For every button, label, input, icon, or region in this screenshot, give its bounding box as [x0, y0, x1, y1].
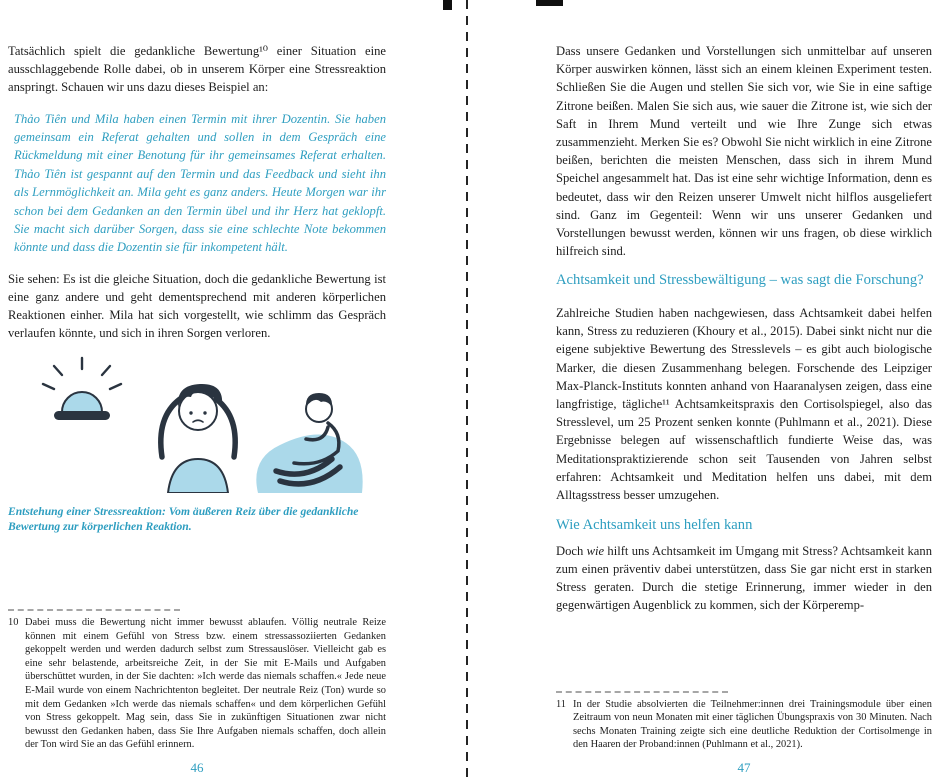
how-paragraph — [556, 542, 932, 615]
figure-caption: Entstehung einer Stressreaktion: Vom äußeren Reiz über die gedankliche Bewertung zur körperlichen Reaktion. — [8, 504, 359, 534]
studies-paragraph: Zahlreiche Studien haben nachgewiesen, dass Achtsamkeit dabei helfen kann, Stress zu reduzieren (Khoury et al., 2015). Dabei sinkt nicht nur die eigene subjektive Bewertung des Stresslevels – es gibt auch biologische Marker, die diesen Zusammenhang belegen. Forschende des Leipziger Max-Planck-Instituts konnten anhand von Haaranalysen zeigen, dass eine langfristige, tägliche¹¹ Achtsamkeitspraxis den Cortisolspiegel, also das Stresslevel, um 25 Prozent senken konnte (Puhlmann et al., 2021). Diese Ergebnisse belegen auf wissenschaftlich fundierte Weise das, was Meditationspraktizierende schon seit Tausenden von Jahren selbst erfahren: Achtsamkeit und Meditation helfen uns dabei, mit dem Alltagsstress besser umzugehen. — [556, 305, 932, 502]
stress-reaction-illustration — [10, 353, 386, 498]
page-fold-dashed-line — [466, 0, 468, 783]
heading-how-mindfulness-helps: Wie Achtsamkeit uns helfen kann — [556, 517, 753, 534]
footnote-10 — [8, 616, 386, 752]
stress-illustration-svg — [10, 353, 380, 493]
page-right — [556, 0, 932, 783]
footnote-text: In der Studie absolvierten die Teilnehmer:innen drei Trainingsmodule über einen Zeitraum von neun Monaten mit einer täglichen Übungspraxis von 30 Minuten. Nach sechs Monaten Training zeigte sich eine deutliche Reduktion der Cortisolmenge in den Haaren der Proband:innen (Puhlmann et al., 2021). — [573, 698, 932, 751]
footnote-separator — [8, 609, 180, 611]
page-number-left: 46 — [190, 760, 204, 775]
footnote-11 — [556, 698, 932, 752]
footnote-number: 10 — [8, 617, 19, 629]
page-number-right: 47 — [737, 760, 751, 775]
footnote-block-left — [8, 609, 386, 754]
relaxed-person-on-beanbag-icon — [256, 393, 362, 493]
print-mark-left — [443, 0, 452, 10]
heading-research: Achtsamkeit und Stressbewältigung – was sagt die Forschung? — [556, 272, 924, 289]
how-paragraph-italic: wie — [586, 543, 605, 558]
how-paragraph-post: hilft uns Achtsamkeit im Umgang mit Stress? Achtsamkeit kann zum einen präventiv dabei unterstützen, dass Sie gar nicht erst in starken Stress geraten. Durch die stetige Erinnerung, immer wieder in den gegenwärtigen Augenblick zu kommen, sich der Körperemp- — [556, 543, 932, 613]
footnote-block-right — [556, 691, 932, 754]
example-quote: Thảo Tiên und Mila haben einen Termin mit ihrer Dozentin. Sie haben gemeinsam ein Referat gehalten und sollen in dem Gespräch eine Rückmeldung mit einer Benotung für ihr gemeinsames Referat erhalten. Thảo Tiên ist gespannt auf den Termin und das Feedback und sieht ihn als Lernmöglichkeit an. Mila geht es ganz anders. Heute Morgen war ihr schon bei dem Gedanken an den Termin übel und ihr Herz hat geklopft. Sie macht sich darüber Sorgen, dass sie eine schlechte Note bekommen könnte und dass die Dozentin sie für inkompetent hält. — [14, 111, 386, 255]
page-left — [8, 0, 386, 783]
intro-paragraph: Tatsächlich spielt die gedankliche Bewertung¹⁰ einer Situation eine ausschlaggebende Rolle dabei, ob in unserem Körper eine Stressreaktion anspringt. Schauen wir uns dazu dieses Beispiel an: — [8, 44, 386, 95]
alarm-siren-icon — [43, 358, 121, 420]
explanation-paragraph: Sie sehen: Es ist die gleiche Situation, doch die gedankliche Bewertung ist eine ganz andere und geht dementsprechend mit anderen körperlichen Reaktionen einher. Mila hat sich vorgestellt, wie schlimm das Gespräch verlaufen könnte, und sich in ihren Sorgen verloren. — [8, 271, 386, 341]
experiment-paragraph: Dass unsere Gedanken und Vorstellungen sich unmittelbar auf unseren Körper auswirken können, lässt sich an einem kleinen Experiment testen. Schließen Sie die Augen und stellen Sie sich vor, wie Sie in eine saftige Zitrone beißen. Malen Sie sich aus, wie sauer die Zitrone ist, wie sich der Saft in Ihrem Mund verteilt und wie Ihre Zunge sich etwas zusammenzieht. Merken Sie es? Obwohl Sie nicht wirklich in eine Zitrone beißen, berichten die meisten Menschen, dass sich in ihrem Mund Speichel angesammelt hat. Das ist eine sehr wichtige Information, denn es bedeutet, dass wir den Reizen unserer Umwelt nicht hilflos ausgeliefert sind. Ganz im Gegenteil: Wenn wir uns unserer Gedanken und Vorstellungen bewusst werden, können wir uns fragen, ob diese wirklich hilfreich sind. — [556, 44, 932, 259]
footnote-number: 11 — [556, 698, 567, 710]
how-paragraph-pre: Doch — [556, 543, 587, 558]
footnote-text: Dabei muss die Bewertung nicht immer bewusst ablaufen. Völlig neutrale Reize können mit einem Gefühl von Stress bzw. einem stressassoziierten Gedanken gekoppelt werden und werden dadurch selbst zum Stressauslöser. Vielleicht gab es eine sehr belastende, arbeitsreiche Zeit, in der Sie mit E-Mails und Aufgaben überschüttet wurden, in der Sie dachten: »Ich werde das niemals schaffen.« Jede neue E-Mail wurde von einem Nachrichtenton begleitet. Der neutrale Reiz (Ton) wurde so mit dem Gedanken »Ich werde das niemals schaffen« und dem körperlichen Gefühl von Stress gekoppelt. Mag sein, dass Sie in zukünftigen Situationen zwar nicht bewusst den Gedanken haben, dass Sie Ihre Aufgaben niemals schaffen, doch allein der Ton wird Sie an das Gefühl erinnern. — [25, 617, 386, 751]
stressed-person-icon — [161, 384, 235, 493]
footnote-separator — [556, 691, 728, 693]
